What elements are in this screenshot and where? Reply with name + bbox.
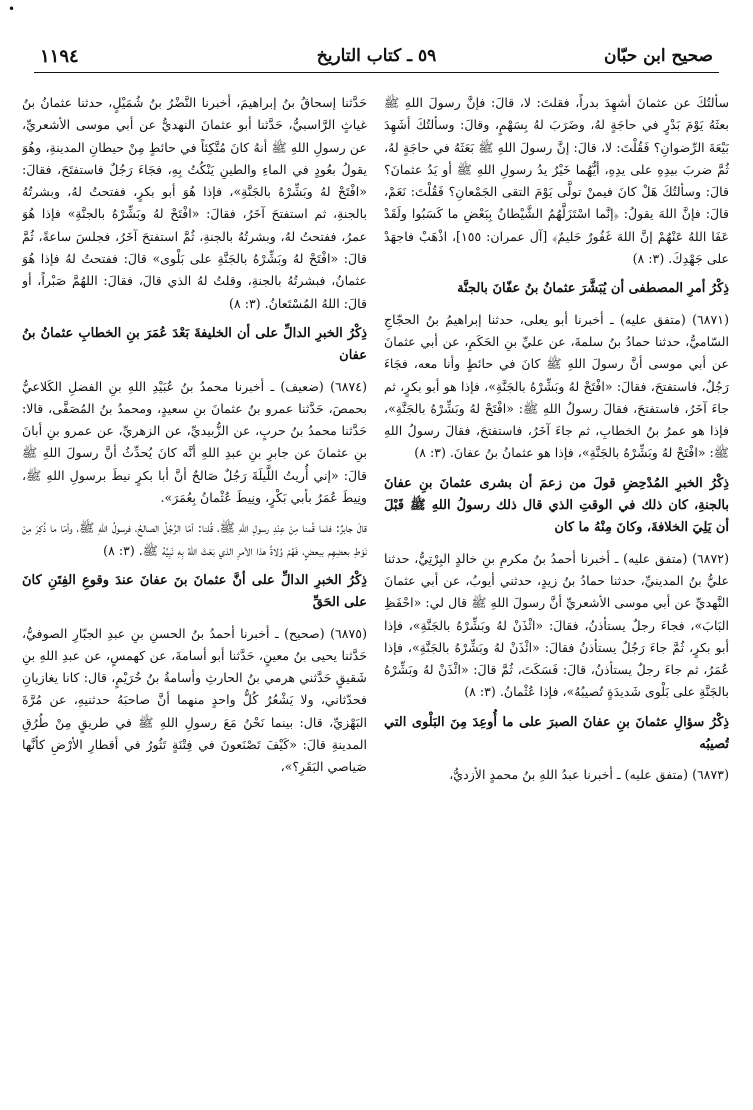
corner-mark: • xyxy=(8,2,16,16)
paragraph: قالَ جابرٌ: فلما قُمنا مِنْ عِنْدِ رسولِ اللهِ ﷺ، قُلنا: أمّا الرَّجُلُ الصالحُ، فرسولُ اللهِ ﷺ، وأمّا ما ذُكِرَ مِنْ نَوْطِ بعضِهِم ببعضٍ، فَهُمْ وُلاةُ هذا الأمرِ الذي بَعَثَ اللهُ بِهِ نَبِيَّهُ ﷺ. (٣: ٨) xyxy=(22,520,367,558)
paragraph: (٦٨٧٣) (متفق عليه) ـ أخبرنا عبدُ اللهِ بنُ محمدٍ الأزديُّ، xyxy=(449,767,729,783)
right-column xyxy=(384,92,729,1102)
section-heading: ذِكْرُ سؤالِ عثمانَ بنِ عفانَ الصبرَ على ما أُوعِدَ مِنَ البَلْوى التي تُصيبُه xyxy=(384,714,729,753)
page-number: ١١٩٤ xyxy=(40,46,79,67)
paragraph: حَدَّثنا إسحاقُ بنُ إبراهيمَ، أخبرنا النَّضْرُ بنُ شُمَيْلٍ، حدثنا عثمانُ بنُ غياثٍ الرَّاسبيُّ، حَدَّثنا أبو عثمانَ النهديُّ عن أبي موسى الأشعريِّ، عن رسولِ اللهِ ﷺ أنهُ كانَ مُتَّكِئاً في حائطٍ مِنْ حيطانِ المدينةِ، وهُوَ يقولُ بعُودٍ في الماءِ والطينِ يَنْكُتُ بِهِ، فجَاءَ رَجُلٌ فاستفتَحَ، فقالَ: «افْتَحْ لهُ وبَشِّرْهُ بالجَنَّةِ»، فإذا هُوَ أبو بكرٍ، ففتحتُ لهُ، وبشرتُهُ بالجنةِ، ثم استفتحَ آخَرُ، فقالَ: «افْتَحْ لهُ وبَشِّرْهُ بالجنَّةِ» فإذا هُوَ عمرُ، ففتحتُ لهُ، وبشرتُهُ بالجنةِ، ثُمَّ استفتحَ آخَرُ، فجلسَ ساعةً، ثُمَّ قالَ: «افْتَحْ لهُ وبَشِّرْهُ بالجَنَّةِ على بَلْوى» قالَ: ففتحتُ لهُ فإذا هُوَ عثمانُ، فبشرتُهُ بالجنةِ، وقلتُ لهُ الذي قالَ، فقالَ: اللهُمَّ صَبْراً، أو قالَ: اللهُ المُسْتَعانُ. (٣: ٨) xyxy=(22,95,367,311)
section-heading: ذِكْرُ الخبرِ المُدْحِضِ قولَ من زعمَ أن بشرى عثمانَ بنِ عفانَ بالجنةِ، كان ذلك في الوقتِ الذي قال ذلك رسولُ اللهِ ﷺ قَبْلَ أن يَلِيَ الخلافةَ، وكانَ مِنْهُ ما كان xyxy=(384,475,729,536)
paragraph: (٦٨٧٢) (متفق عليه) ـ أخبرنا أحمدُ بنُ مكرمِ بنِ خالدٍ البِرْتِيُّ، حدثنا عليُّ بنُ المدينيِّ، حدثنا حمادُ بنُ زيدٍ، حدثني أيوبُ، عن أبي عثمانَ النَّهديِّ عن أبي موسى الأشعريِّ أنَّ رسولَ اللهِ ﷺ قال لي: «احْفَظِ البَابَ»، فجاءَ رجلٌ يستأذنُ، فقالَ: «ائْذَنْ لهُ وبَشِّرْهُ بالجَنَّةِ»، فإذا أبو بكرٍ، ثُمَّ جاءَ رَجُلٌ يستأذنُ فقالَ: «ائْذَنْ لهُ وبَشِّرْهُ بالجَنَّةِ»، فإذا عُمَرُ، ثم جاءَ رجلٌ يستأذنُ، قالَ: فَسَكَتَ، ثُمَّ قالَ: «ائْذَنْ لهُ وبَشِّرْهُ بالجَنَّةِ على بَلْوى شَديدَةٍ تُصيبُهُ»، فإذا عُثْمانُ. (٣: ٨) xyxy=(384,550,729,700)
section-heading: ذِكْرُ الخبرِ الدالِّ على أنَّ عثمانَ بنَ عفانَ عندَ وقوعِ الفِتَنِ كانَ على الحَقِّ xyxy=(22,572,367,611)
paragraph: (٦٨٧١) (متفق عليه) ـ أخبرنا أبو يعلى، حدثنا إبراهيمُ بنُ الحجّاجِ السّاميُّ، حدثنا حمادُ بنُ سلمةَ، عن عليِّ بنِ الحَكَمِ، عن أبي عثمانَ عن أبي موسى أنَّ رسولَ اللهِ ﷺ كانَ في حائطٍ وأنا معه، فجَاءَ رَجُلٌ، فاستفتحَ، فقالَ: «افْتَحْ لهُ وبَشِّرْهُ بالجَنَّةِ»، فإذا هو أبو بكرٍ، ثم جاءَ آخَرُ، فاستفتحَ، فقالَ رسولُ اللهِ ﷺ: «افْتَحْ لهُ وبَشِّرْهُ بالجَنَّةِ»، فإذا هو عمرُ بنُ الخطابِ، ثم جاءَ آخَرُ، فاستفتحَ، فقالَ رسولُ اللهِ ﷺ: «افْتَحْ لهُ وبَشِّرْهُ بالجَنَّةِ»، فإذا هو عثمانُ بنُ عفانَ. (٣: ٨) xyxy=(384,311,729,461)
page-header xyxy=(34,46,719,73)
paragraph: سألتُكَ عن عثمانَ أشهِدَ بدراً، فقلتَ: لا، قالَ: فإنَّ رسولَ اللهِ ﷺ بعثَهُ يَوْمَ بَدْرٍ في حاجَةٍ لهُ، وضَرَبَ لهُ بِسَهْمٍ، وقالَ: وسألتُكَ أشَهِدَ بَيْعَةَ الرِّضوانِ؟ فَقُلْتَ: لا، قالَ: إنَّ رسولَ اللهِ ﷺ بَعَثَهُ في حاجَةٍ لهُ، ثُمَّ ضربَ بيدِهِ على يدِهِ، أيُّهُما خَيْرٌ يدُ رسولِ اللهِ ﷺ أو يَدُ عثمانَ؟ قالَ: وسألتُكَ هَلْ كانَ فيمنْ تولَّى يَوْمَ التقى الجَمْعانِ؟ فَقُلْتَ: نَعَمْ، قالَ: فإنَّ اللهَ يقولُ: ﴿إنَّما اسْتَزَلَّهُمُ الشَّيْطانُ بِبَعْضِ ما كَسَبُوا ولَقَدْ عَفَا اللهُ عَنْهُمْ إنَّ اللهَ غَفُورٌ حَليمٌ﴾ [آل عمران: ١٥٥]، اذْهَبْ فاجهَدْ على جَهْدِكَ. (٣: ٨) xyxy=(384,95,729,267)
book-title: صحيح ابن حبّان xyxy=(603,46,713,66)
paragraph: (٦٨٧٥) (صحيح) ـ أخبرنا أحمدُ بنُ الحسنِ بنِ عبدِ الجبّارِ الصوفيُّ، حَدَّثنا يحيى بنُ معينٍ، حَدَّثنا أبو أسامةَ، عن كهمسٍ، عن عبدِ اللهِ بنِ شَقيقٍ حَدَّثني هرمي بنُ الحارثِ وأسامةُ بنُ خُرَيْمٍ، قال: كانا يغازيانِ فحدّثاني، ولا يَشْعُرُ كُلُّ واحدٍ منهما أنَّ صاحبَهُ حدثنيهِ، عن مُرَّةَ البَهْزيِّ، قال: بينما نَحْنُ مَعَ رسولِ اللهِ ﷺ في طريقٍ مِنْ طُرُقِ المدينةِ قالَ: «كَيْفَ تَصْنَعونَ في فِتْنَةٍ تَثُورُ في أقطارِ الأرْضِ كأنَّها صَياصي البَقَرِ؟»، xyxy=(22,625,367,775)
left-column xyxy=(22,92,367,1102)
section-heading: ذِكْرُ أمرِ المصطفى أن يُبَشَّرَ عثمانُ بنُ عفّانَ بالجنَّة xyxy=(457,281,729,297)
paragraph: (٦٨٧٤) (ضعيف) ـ أخبرنا محمدُ بنُ عُبَيْدِ اللهِ بنِ الفضلِ الكَلاعيُّ بحمصَ، حَدَّثنا عمرو بنُ عثمانَ بنِ سعيدٍ، ومحمدُ بنُ المُصَفَّى، قالا: حَدَّثنا محمدُ بنُ حربٍ، عن الزُّبيديِّ، عن الزهريِّ، عن عمرو بنِ أبانَ بنِ عثمانَ عن جابرِ بنِ عبدِ اللهِ أنَّه كانَ يُحدِّثُ أنَّ رسولَ اللهِ ﷺ قالَ: «إني أُريتُ اللَّيلَةَ رَجُلٌ صَالحٌ أنَّ أبا بكرٍ نيطَ برسولِ اللهِ ﷺ، ونِيطَ عُمَرُ بأبي بَكْرٍ، ونِيطَ عُثْمانُ بِعُمَرَ». xyxy=(22,378,367,506)
section-heading: ذِكْرُ الخبرِ الدالِّ على أن الخليفةَ بَعْدَ عُمَرَ بنِ الخطابِ عثمانُ بنُ عفان xyxy=(22,325,367,364)
chapter-title: ٥٩ ـ كتاب التاريخ xyxy=(316,46,437,66)
